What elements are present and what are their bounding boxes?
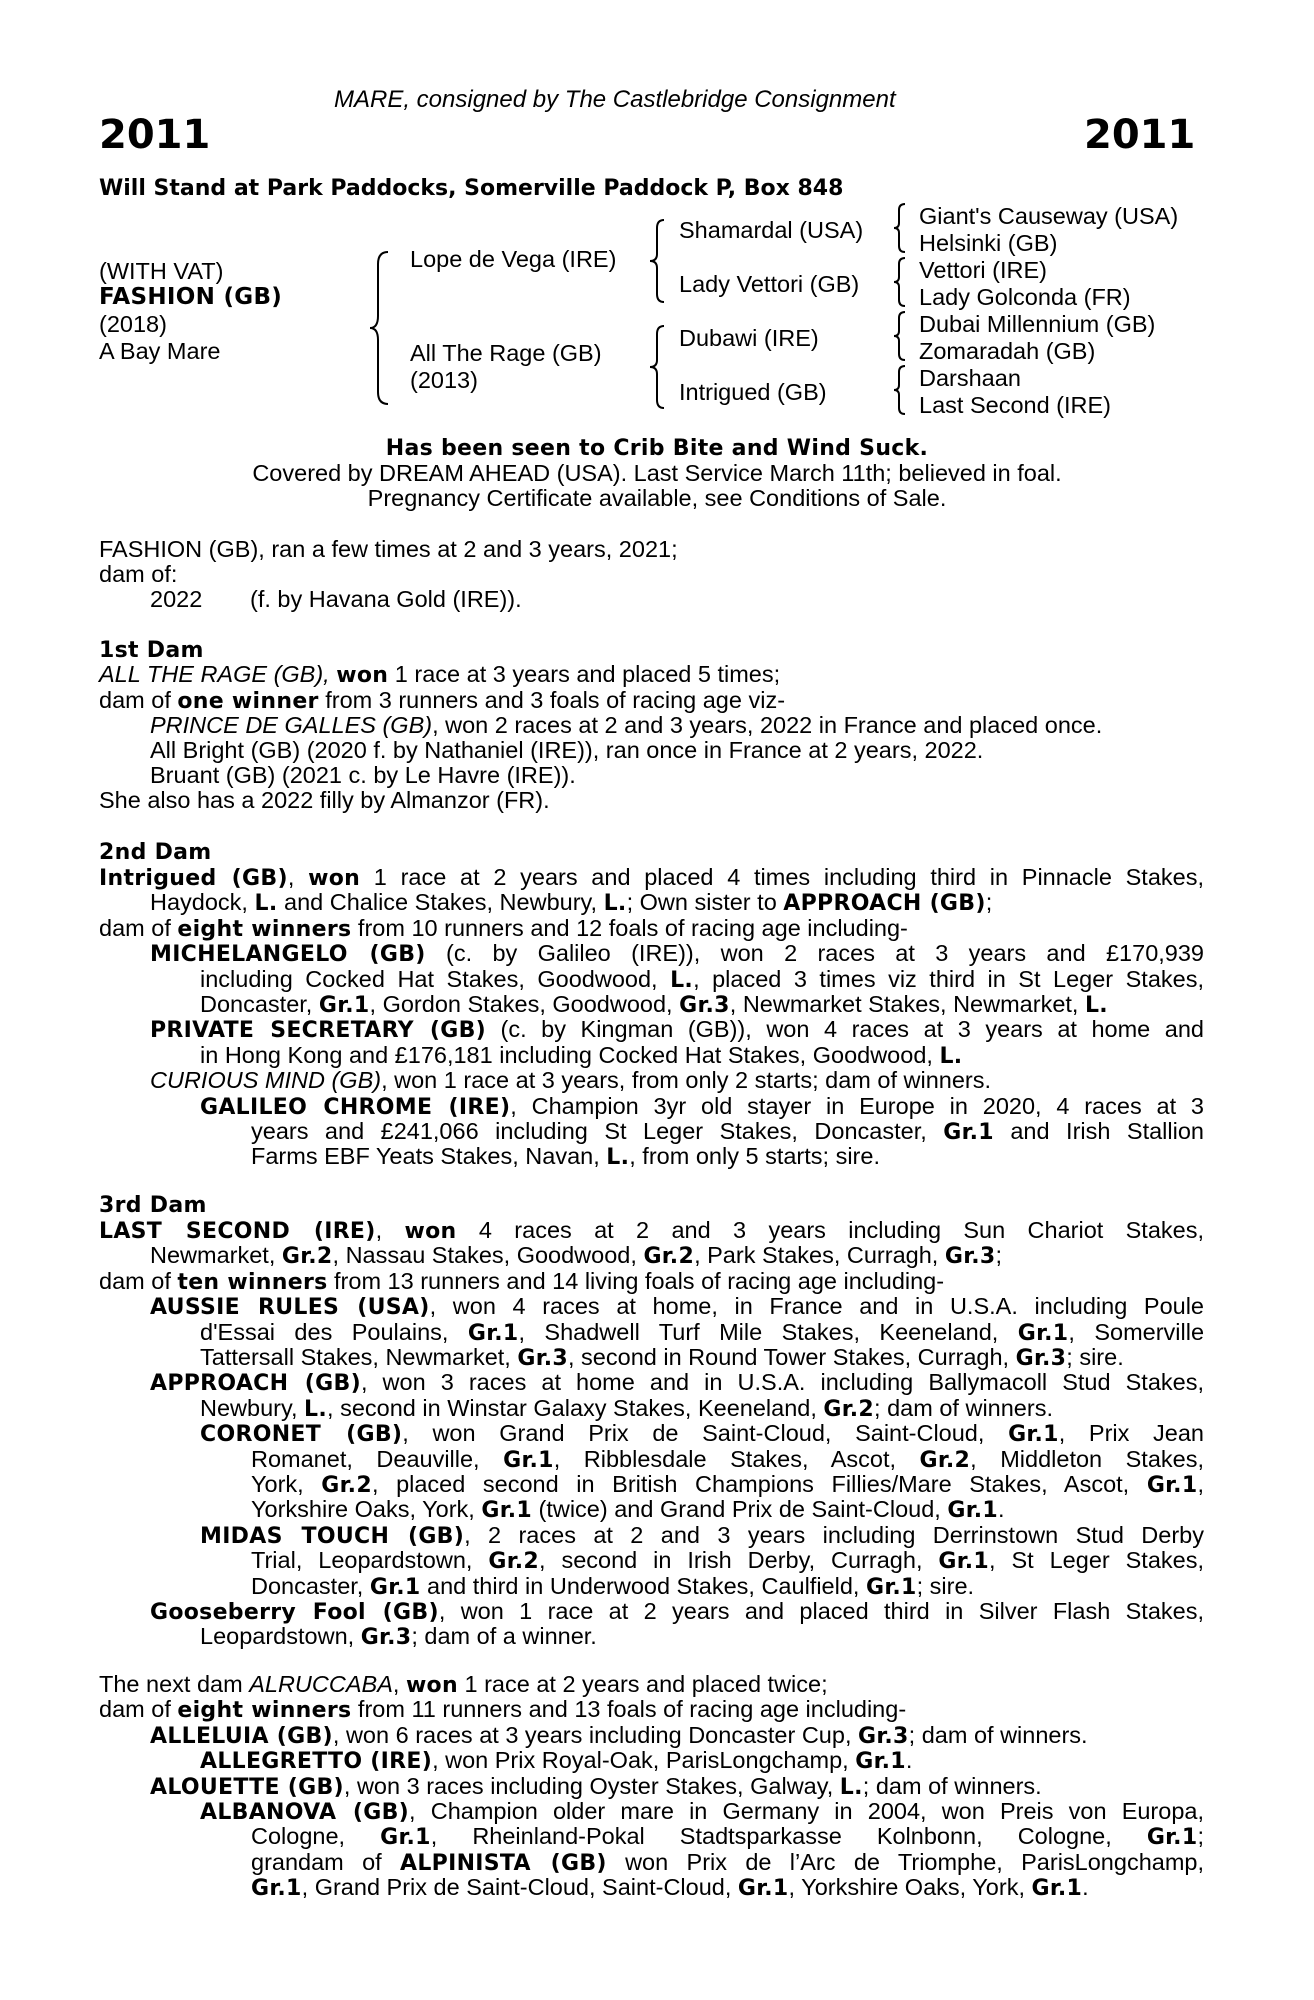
bold-run: Gooseberry Fool (GB)	[150, 1600, 439, 1625]
first-dam-note: She also has a 2022 filly by Almanzor (FR).	[99, 787, 550, 813]
text-line: Haydock, L. and Chalice Stakes, Newbury, L.; Own sister to APPROACH (GB);	[150, 889, 993, 917]
bold-run: Gr.3	[679, 993, 730, 1018]
bold-run: Gr.1	[481, 1498, 532, 1524]
pedigree-brace-ss	[892, 202, 908, 254]
vice-warning: Has been seen to Crib Bite and Wind Suck.	[385, 436, 929, 461]
bold-run: Gr.1	[1031, 1876, 1083, 1902]
pedigree-brace-sd	[892, 256, 908, 308]
sire-dam: Lady Vettori (GB)	[679, 271, 860, 297]
dam-sire-dam: Zomaradah (GB)	[919, 338, 1096, 364]
pedigree-brace-main	[368, 250, 392, 406]
bold-run: ALLELUIA (GB)	[150, 1723, 333, 1749]
bold-run: Gr.1	[467, 1320, 519, 1346]
bold-run: Gr.3	[944, 1244, 996, 1270]
dam-year: (2013)	[410, 367, 478, 393]
bold-run: L.	[603, 891, 627, 917]
bold-run: Gr.3	[517, 1346, 568, 1371]
bold-run: Gr.2	[823, 1396, 875, 1422]
text-line: dam of ten winners from 13 runners and 14 living foals of racing age including-	[99, 1267, 945, 1295]
bold-run: won	[308, 866, 361, 891]
bold-run: Gr.1	[938, 1549, 990, 1575]
text-line: PRIVATE SECRETARY (GB) (c. by Kingman (GB)), won 4 races at 3 years at home and	[150, 1016, 1204, 1044]
italic-run: CURIOUS MIND (GB)	[150, 1067, 382, 1094]
text-line: grandam of ALPINISTA (GB) won Prix de l’Arc de Triomphe, ParisLongchamp,	[251, 1848, 1205, 1876]
horse-year: (2018)	[99, 311, 167, 337]
italic-run: ALRUCCABA	[249, 1671, 393, 1697]
sire-name: Lope de Vega (IRE)	[410, 246, 617, 272]
dam-of-label: dam of:	[99, 561, 178, 587]
consignor-line: MARE, consigned by The Castlebridge Consignment	[334, 86, 896, 113]
sire-sire: Shamardal (USA)	[679, 217, 864, 243]
text-line: Trial, Leopardstown, Gr.2, second in Irish Derby, Curragh, Gr.1, St Leger Stakes,	[251, 1547, 1205, 1575]
produce-entry: All Bright (GB) (2020 f. by Nathaniel (IRE)), ran once in France at 2 years, 2022.	[150, 737, 984, 763]
text-line: years and £241,066 including St Leger Stakes, Doncaster, Gr.1 and Irish Stallion	[251, 1118, 1204, 1145]
text-line: Doncaster, Gr.1 and third in Underwood Stakes, Caulfield, Gr.1; sire.	[251, 1572, 975, 1600]
produce-year: 2022	[150, 586, 203, 612]
lot-number-right: 2011	[1084, 112, 1196, 158]
horse-name: FASHION (GB)	[99, 284, 283, 310]
bold-run: Gr.1	[380, 1825, 431, 1851]
stand-location: Will Stand at Park Paddocks, Somerville Paddock P, Box 848	[99, 176, 844, 201]
text-line: Yorkshire Oaks, York, Gr.1 (twice) and Grand Prix de Saint-Cloud, Gr.1.	[251, 1496, 1005, 1524]
text-line: in Hong Kong and £176,181 including Cocked Hat Stakes, Goodwood, L.	[200, 1041, 963, 1069]
bold-run: L.	[939, 1043, 963, 1069]
covered-note: Covered by DREAM AHEAD (USA). Last Service March 11th; believed in foal.	[252, 460, 1062, 486]
bold-run: Intrigued (GB)	[99, 866, 288, 891]
bold-run: ten winners	[177, 1269, 328, 1295]
bold-run: ALLEGRETTO (IRE)	[200, 1749, 433, 1775]
text-line: ALBANOVA (GB), Champion older mare in Germany in 2004, won Preis von Europa,	[200, 1798, 1204, 1825]
produce-entry: PRINCE DE GALLES (GB), won 2 races at 2 and 3 years, 2022 in France and placed once.	[150, 712, 1103, 738]
bold-run: Gr.1	[503, 1447, 554, 1473]
bold-run: Gr.2	[488, 1549, 539, 1575]
horse-description: A Bay Mare	[99, 338, 221, 364]
text-line: Tattersall Stakes, Newmarket, Gr.3, second in Round Tower Stakes, Curragh, Gr.3; sire.	[200, 1344, 1124, 1371]
bold-run: Gr.1	[947, 1498, 998, 1524]
bold-run: Gr.2	[919, 1447, 971, 1473]
text-line: CURIOUS MIND (GB), won 1 race at 3 years, from only 2 starts; dam of winners.	[150, 1067, 992, 1094]
bold-run: Gr.1	[1008, 1422, 1059, 1448]
sire-sire-sire: Giant's Causeway (USA)	[919, 203, 1179, 229]
text-line: Leopardstown, Gr.3; dam of a winner.	[200, 1623, 597, 1651]
bold-run: Gr.1	[1017, 1320, 1069, 1346]
text-line: ALLELUIA (GB), won 6 races at 3 years including Doncaster Cup, Gr.3; dam of winners.	[150, 1721, 1088, 1749]
bold-run: L.	[670, 967, 694, 993]
dam-name: All The Rage (GB)	[410, 340, 602, 366]
first-dam-produce-line: dam of one winner from 3 runners and 3 foals of racing age viz-	[99, 687, 786, 714]
sire-sire-dam: Helsinki (GB)	[919, 230, 1058, 256]
text-line: Newbury, L., second in Winstar Galaxy Stakes, Keeneland, Gr.2; dam of winners.	[200, 1394, 1053, 1422]
first-dam-line: ALL THE RAGE (GB), won 1 race at 3 years and placed 5 times;	[99, 661, 781, 688]
text-line: Gr.1, Grand Prix de Saint-Cloud, Saint-Cloud, Gr.1, Yorkshire Oaks, York, Gr.1.	[251, 1874, 1089, 1902]
bold-run: L.	[254, 891, 278, 917]
bold-run: APPROACH (GB)	[783, 891, 986, 917]
bold-run: won	[404, 1219, 457, 1244]
produce-foal: (f. by Havana Gold (IRE)).	[250, 586, 522, 612]
text-line: AUSSIE RULES (USA), won 4 races at home, in France and in U.S.A. including Poule	[150, 1293, 1205, 1321]
bold-run: Gr.1	[251, 1876, 302, 1902]
text-line: APPROACH (GB), won 3 races at home and in U.S.A. including Ballymacoll Stud Stakes,	[150, 1369, 1205, 1397]
bold-run: Gr.1	[943, 1120, 994, 1145]
bold-run: Gr.2	[321, 1473, 372, 1498]
text-line: MIDAS TOUCH (GB), 2 races at 2 and 3 years including Derrinstown Stud Derby	[200, 1521, 1204, 1549]
bold-run: APPROACH (GB)	[150, 1371, 361, 1397]
text-line: d'Essai des Poulains, Gr.1, Shadwell Turf Mile Stakes, Keeneland, Gr.1, Somerville	[200, 1318, 1205, 1346]
text-line: ALOUETTE (GB), won 3 races including Oyster Stakes, Galway, L.; dam of winners.	[150, 1772, 1042, 1800]
second-dam-heading: 2nd Dam	[99, 840, 212, 865]
produce-entry: Bruant (GB) (2021 c. by Le Havre (IRE)).	[150, 762, 576, 788]
text-line: ALLEGRETTO (IRE), won Prix Royal-Oak, ParisLongchamp, Gr.1.	[200, 1747, 913, 1775]
text-line: Romanet, Deauville, Gr.1, Ribblesdale Stakes, Ascot, Gr.2, Middleton Stakes,	[251, 1445, 1204, 1473]
text-line: CORONET (GB), won Grand Prix de Saint-Cloud, Saint-Cloud, Gr.1, Prix Jean	[200, 1420, 1204, 1448]
bold-run: Gr.1	[369, 1574, 421, 1600]
dam-dam-dam: Last Second (IRE)	[919, 392, 1112, 418]
text-line: The next dam ALRUCCABA, won 1 race at 2 years and placed twice;	[99, 1671, 828, 1698]
dam-dam: Intrigued (GB)	[679, 379, 827, 405]
bold-run: MIDAS TOUCH (GB)	[200, 1523, 465, 1549]
text-line: GALILEO CHROME (IRE), Champion 3yr old stayer in Europe in 2020, 4 races at 3	[200, 1092, 1204, 1120]
pregnancy-note: Pregnancy Certificate available, see Conditions of Sale.	[367, 485, 947, 511]
sire-dam-sire: Vettori (IRE)	[919, 257, 1047, 283]
bold-run: L.	[304, 1396, 328, 1422]
bold-run: L.	[1084, 993, 1108, 1018]
dam-sire-sire: Dubai Millennium (GB)	[919, 311, 1156, 337]
bold-run: ALPINISTA (GB)	[400, 1850, 607, 1876]
text-line: including Cocked Hat Stakes, Goodwood, L., placed 3 times viz third in St Leger Stakes,	[200, 965, 1204, 993]
bold-run: L.	[839, 1774, 863, 1800]
bold-run: ALOUETTE (GB)	[150, 1774, 344, 1800]
dam-dam-sire: Darshaan	[919, 365, 1021, 391]
bold-run: L.	[606, 1145, 630, 1171]
text-line: York, Gr.2, placed second in British Champions Fillies/Mare Stakes, Ascot, Gr.1,	[251, 1471, 1204, 1498]
first-dam-heading: 1st Dam	[99, 638, 204, 663]
bold-run: CORONET (GB)	[200, 1422, 403, 1448]
text-line: Farms EBF Yeats Stakes, Navan, L., from only 5 starts; sire.	[251, 1143, 880, 1171]
text-line: Newmarket, Gr.2, Nassau Stakes, Goodwood, Gr.2, Park Stakes, Curragh, Gr.3;	[150, 1242, 1003, 1270]
text-line: Intrigued (GB), won 1 race at 2 years and placed 4 times including third in Pinnacle Stakes,	[99, 864, 1204, 891]
text-line: Cologne, Gr.1, Rheinland-Pokal Stadtsparkasse Kolnbonn, Cologne, Gr.1;	[251, 1823, 1204, 1851]
bold-run: Gr.3	[1015, 1346, 1067, 1371]
bold-run: Gr.1	[1146, 1473, 1198, 1498]
text-line: Doncaster, Gr.1, Gordon Stakes, Goodwood, Gr.3, Newmarket Stakes, Newmarket, L.	[200, 991, 1108, 1018]
bold-run: eight winners	[177, 1698, 352, 1724]
text-line: dam of eight winners from 11 runners and 13 foals of racing age including-	[99, 1696, 907, 1724]
pedigree-brace-sire	[648, 218, 668, 304]
bold-run: Gr.2	[643, 1244, 695, 1270]
sire-dam-dam: Lady Golconda (FR)	[919, 284, 1131, 310]
text-line: Gooseberry Fool (GB), won 1 race at 2 years and placed third in Silver Flash Stakes,	[150, 1598, 1205, 1625]
produce-summary: FASHION (GB), ran a few times at 2 and 3 years, 2021;	[99, 536, 678, 562]
bold-run: Gr.3	[360, 1625, 412, 1651]
bold-run: Gr.2	[281, 1244, 333, 1270]
pedigree-brace-dd	[892, 364, 908, 416]
text-line: LAST SECOND (IRE), won 4 races at 2 and 3 years including Sun Chariot Stakes,	[99, 1217, 1205, 1244]
text-line: dam of eight winners from 10 runners and 12 foals of racing age including-	[99, 914, 908, 942]
bold-run: Gr.1	[855, 1749, 906, 1775]
bold-run: Gr.1	[318, 993, 370, 1018]
bold-run: AUSSIE RULES (USA)	[150, 1295, 430, 1321]
dam-sire: Dubawi (IRE)	[679, 325, 819, 351]
pedigree-brace-ds	[892, 310, 908, 362]
bold-run: Gr.1	[1146, 1825, 1198, 1851]
bold-run: Gr.3	[858, 1723, 909, 1749]
lot-number-left: 2011	[99, 112, 211, 158]
bold-run: MICHELANGELO (GB)	[150, 942, 426, 968]
bold-run: won	[405, 1673, 458, 1698]
third-dam-heading: 3rd Dam	[99, 1193, 207, 1218]
bold-run: LAST SECOND (IRE)	[99, 1219, 376, 1244]
vat-label: (WITH VAT)	[99, 258, 224, 284]
text-line: MICHELANGELO (GB) (c. by Galileo (IRE)), won 2 races at 3 years and £170,939	[150, 940, 1204, 968]
bold-run: GALILEO CHROME (IRE)	[200, 1094, 511, 1120]
bold-run: Gr.1	[737, 1876, 789, 1902]
bold-run: Gr.1	[865, 1574, 917, 1600]
bold-run: eight winners	[177, 916, 352, 942]
pedigree-brace-dam	[648, 324, 668, 410]
bold-run: PRIVATE SECRETARY (GB)	[150, 1018, 486, 1044]
bold-run: ALBANOVA (GB)	[200, 1800, 410, 1825]
